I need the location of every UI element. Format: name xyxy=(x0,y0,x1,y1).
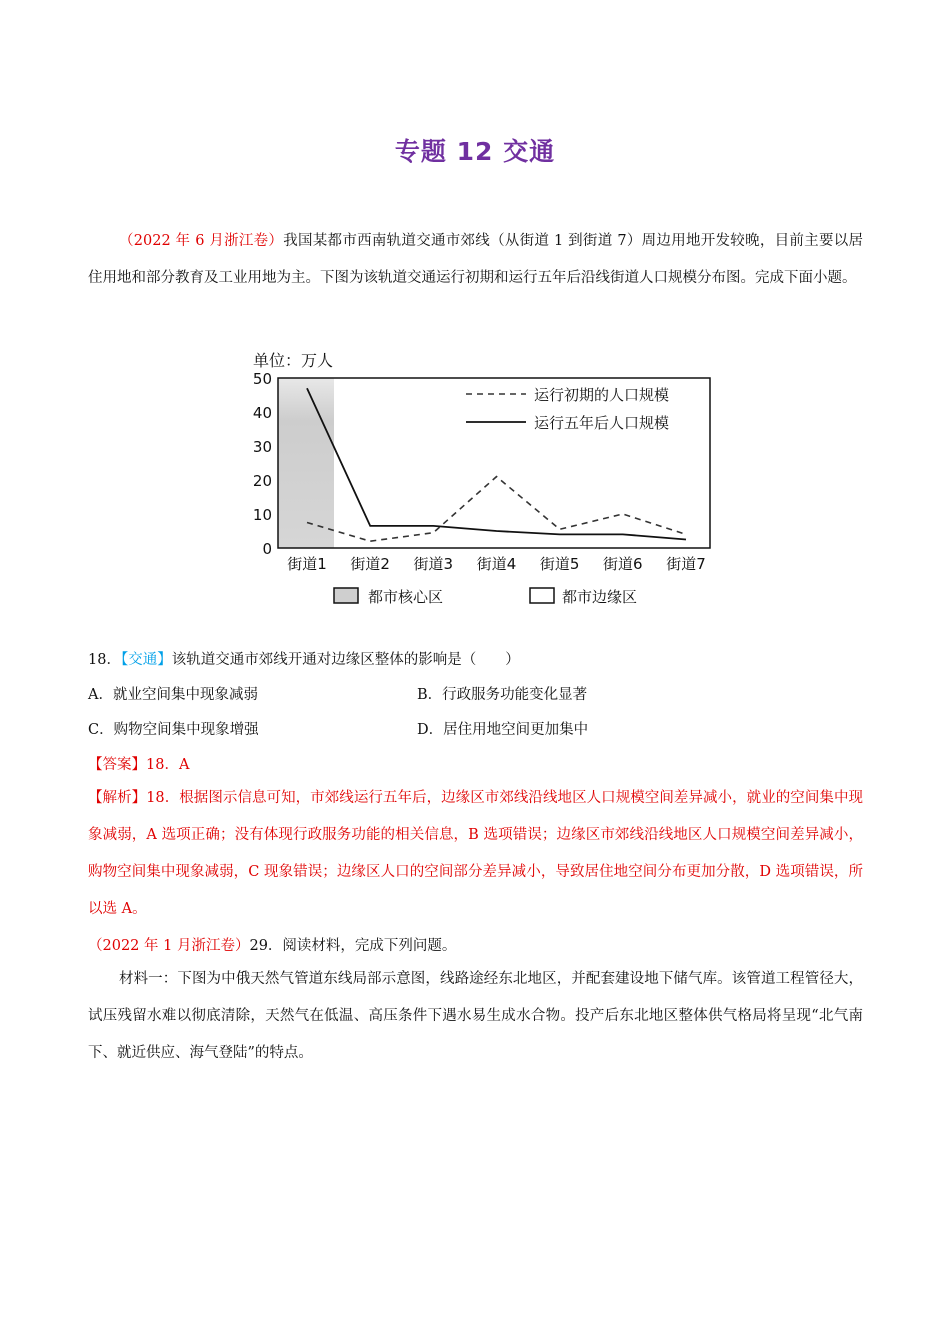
edge-legend-swatch xyxy=(530,588,554,603)
question-29-text: 29．阅读材料，完成下列问题。 xyxy=(249,938,457,954)
x-tick-label: 街道6 xyxy=(603,555,643,573)
intro-paragraph xyxy=(88,223,863,297)
question-29-source: （2022 年 1 月浙江卷） xyxy=(88,938,250,954)
core-area-shading xyxy=(278,378,334,548)
population-chart-svg xyxy=(238,343,718,615)
y-tick-label: 40 xyxy=(252,404,272,422)
y-tick-label: 50 xyxy=(252,370,272,388)
option-b: B．行政服务功能变化显著 xyxy=(417,687,588,703)
intro-source: （2022 年 6 月浙江卷） xyxy=(119,233,284,249)
y-tick-label: 0 xyxy=(262,540,272,558)
x-tick-label: 街道5 xyxy=(539,555,580,573)
answer-line: 【答案】18．A xyxy=(88,757,190,773)
core-legend-label: 都市核心区 xyxy=(368,588,444,606)
core-legend-swatch xyxy=(334,588,358,603)
material-1-paragraph: 材料一：下图为中俄天然气管道东线局部示意图，线路途经东北地区，并配套建设地下储气库。该管道工程管径大，试压残留水难以彻底清除，天然气在低温、高压条件下遇水易生成水合物。投产后东北地区整体供气格局将呈现“北气南下、就近供应、海气登陆”的特点。 xyxy=(88,971,863,1061)
x-tick-label: 街道7 xyxy=(666,555,706,573)
legend-five-years-label: 运行五年后人口规模 xyxy=(534,414,670,432)
question-29 xyxy=(88,934,456,955)
x-tick-label: 街道4 xyxy=(476,555,517,573)
population-chart xyxy=(238,343,718,615)
chart-unit-label: 单位：万人 xyxy=(253,351,334,370)
x-tick-label: 街道3 xyxy=(413,555,454,573)
option-d: D．居住用地空间更加集中 xyxy=(417,722,589,738)
y-tick-label: 10 xyxy=(252,506,272,524)
y-tick-label: 20 xyxy=(252,472,272,490)
page-title: 专题 12 交通 xyxy=(394,137,556,166)
analysis-paragraph: 【解析】18．根据图示信息可知，市郊线运行五年后，边缘区市郊线沿线地区人口规模空间差异减小，就业的空间集中现象减弱，A 选项正确；没有体现行政服务功能的相关信息，B 选项错误；边缘区市郊线沿线地区人口规模空间差异减小，购物空间集中现象减弱，C 现象错误；边缘区人口的空间部分差异减小，导致居住地空间分布更加分散，D 选项错误，所以选 A。 xyxy=(88,790,863,917)
x-tick-label: 街道2 xyxy=(350,555,390,573)
question-18-stem: 该轨道交通市郊线开通对边缘区整体的影响是（ ） xyxy=(171,652,520,668)
option-c: C．购物空间集中现象增强 xyxy=(88,722,259,738)
edge-legend-label: 都市边缘区 xyxy=(562,588,638,606)
option-a: A．就业空间集中现象减弱 xyxy=(88,687,258,703)
intro-text: 我国某都市西南轨道交通市郊线（从街道 1 到街道 7）周边用地开发较晚，目前主要以居住用地和部分教育及工业用地为主。下图为该轨道交通运行初期和运行五年后沿线街道人口规模分布图。完成下面小题。 xyxy=(88,233,863,286)
question-18 xyxy=(88,648,520,669)
y-tick-label: 30 xyxy=(252,438,272,456)
legend-initial-label: 运行初期的人口规模 xyxy=(534,386,670,404)
question-18-tag: 【交通】 xyxy=(120,652,172,668)
question-18-number: 18． xyxy=(88,652,121,668)
x-tick-label: 街道1 xyxy=(287,555,327,573)
